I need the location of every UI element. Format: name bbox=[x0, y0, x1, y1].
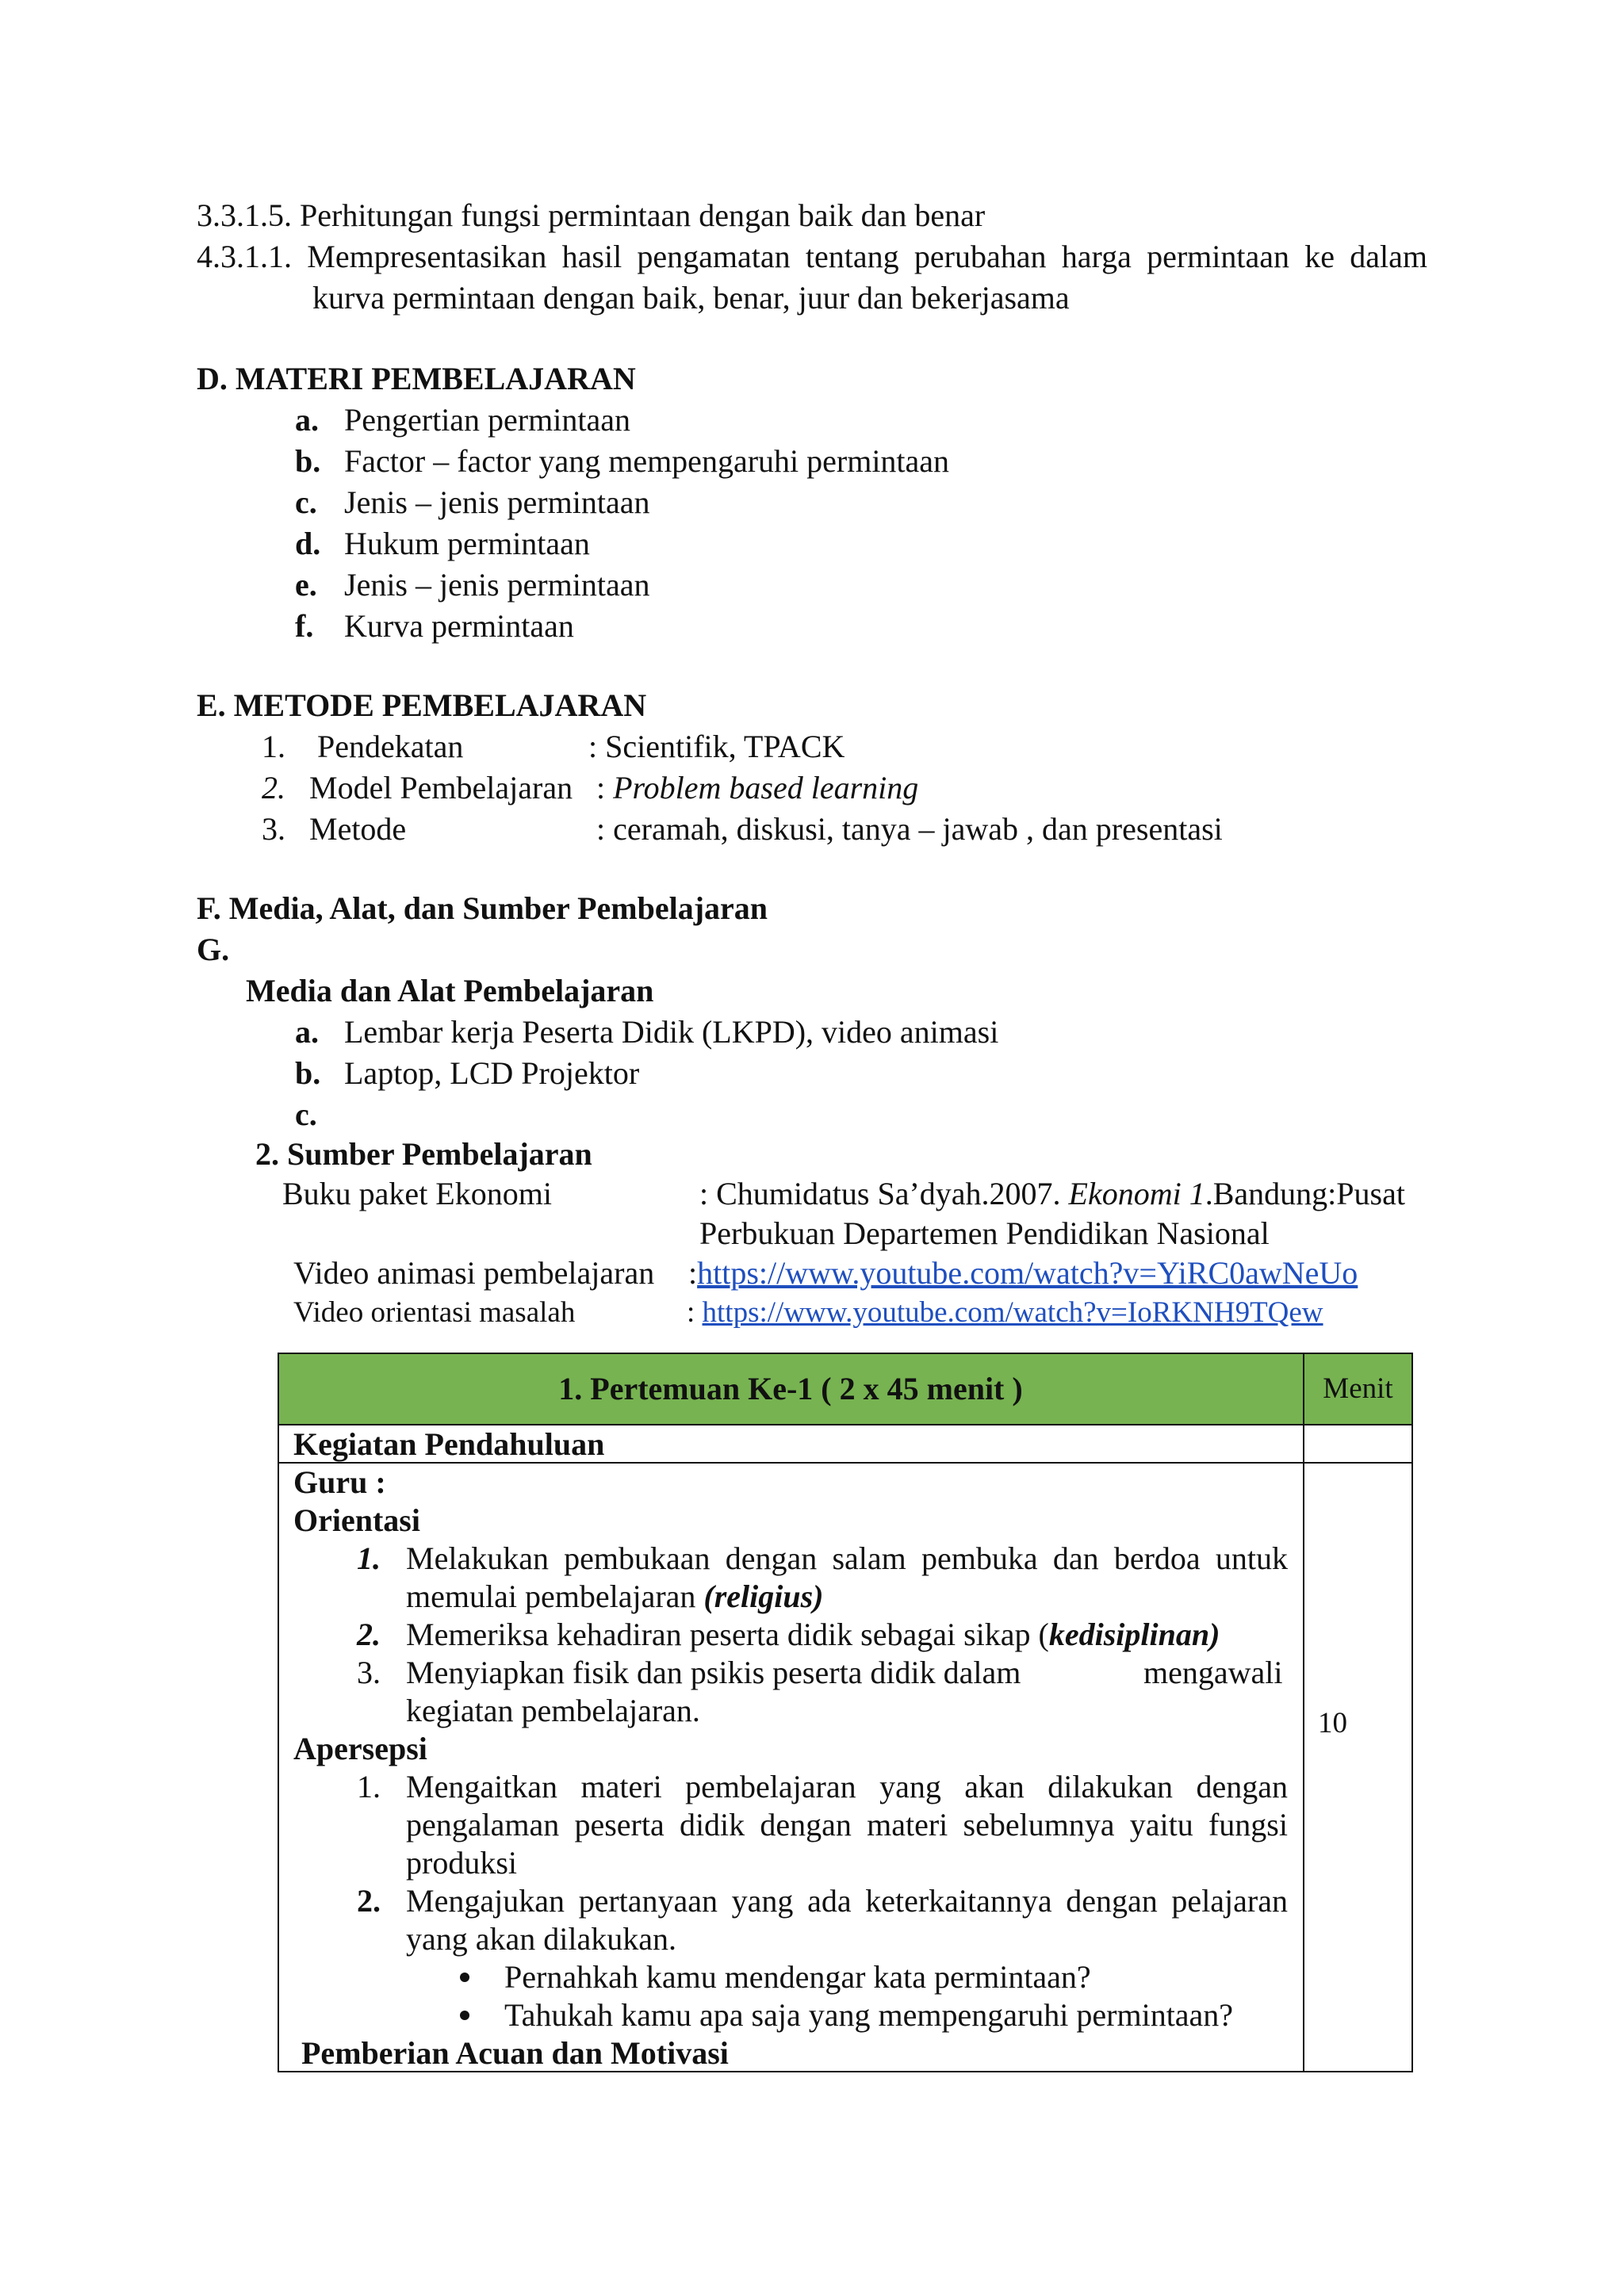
metode-item-number: 3. bbox=[262, 811, 285, 847]
materi-item-text: Kurva permintaan bbox=[344, 608, 574, 644]
materi-item-text: Factor – factor yang mempengaruhi permintaan bbox=[344, 443, 950, 479]
buku-author: : Chumidatus Sa’dyah.2007. bbox=[699, 1176, 1069, 1211]
sumber-heading: 2. Sumber Pembelajaran bbox=[255, 1136, 592, 1172]
materi-item-letter: c. bbox=[295, 484, 317, 520]
apersepsi-item-text-continued: produksi bbox=[406, 1845, 517, 1881]
apersepsi-item-text: Mengajukan pertanyaan yang ada keterkaitannya dengan pelajaran bbox=[406, 1883, 1288, 1919]
table-border-left bbox=[278, 1353, 279, 2072]
section-heading-metode: E. METODE PEMBELAJARAN bbox=[197, 687, 647, 723]
orientasi-item-text-part: Memeriksa kehadiran peserta didik sebagai sikap ( bbox=[406, 1617, 1049, 1652]
video1-link[interactable]: https://www.youtube.com/watch?v=YiRC0awNeUo bbox=[697, 1255, 1358, 1291]
media-item-letter: c. bbox=[295, 1096, 317, 1132]
metode-item-number: 1. bbox=[262, 729, 285, 764]
section-heading-g: G. bbox=[197, 932, 230, 967]
materi-item-text: Pengertian permintaan bbox=[344, 402, 630, 438]
video1-label: Video animasi pembelajaran bbox=[293, 1255, 655, 1291]
materi-item-text: Jenis – jenis permintaan bbox=[344, 484, 650, 520]
table-header-menit: Menit bbox=[1323, 1372, 1393, 1405]
materi-item-letter: a. bbox=[295, 402, 319, 438]
materi-item-letter: e. bbox=[295, 567, 317, 603]
materi-item-letter: b. bbox=[295, 443, 321, 479]
metode-item-number: 2. bbox=[262, 770, 285, 806]
buku-title: Ekonomi 1 bbox=[1068, 1176, 1205, 1211]
metode-item-value: : ceramah, diskusi, tanya – jawab , dan presentasi bbox=[596, 811, 1223, 847]
metode-item-separator: : bbox=[596, 770, 614, 806]
video2-label: Video orientasi masalah bbox=[293, 1296, 576, 1329]
character-value-kedisiplinan: kedisiplinan) bbox=[1048, 1617, 1220, 1652]
bullet-question: Pernahkah kamu mendengar kata permintaan? bbox=[504, 1959, 1091, 1995]
table-header-title: 1. Pertemuan Ke-1 ( 2 x 45 menit ) bbox=[558, 1371, 1023, 1406]
video2-link[interactable]: https://www.youtube.com/watch?v=IoRKNH9TQew bbox=[702, 1296, 1323, 1329]
metode-item-label: Pendekatan bbox=[317, 729, 464, 764]
metode-item-label: Metode bbox=[309, 811, 407, 847]
orientasi-item-text: Menyiapkan fisik dan psikis peserta didik dalam bbox=[406, 1655, 1021, 1690]
orientasi-item-text-part: memulai pembelajaran bbox=[406, 1578, 704, 1614]
metode-item-value: : Scientifik, TPACK bbox=[588, 729, 845, 764]
materi-item-text: Hukum permintaan bbox=[344, 526, 590, 561]
video2-value bbox=[687, 1292, 1323, 1334]
metode-item-label: Model Pembelajaran bbox=[309, 770, 573, 806]
apersepsi-item-text-continued: yang akan dilakukan. bbox=[406, 1921, 676, 1957]
bullet-question: Tahukah kamu apa saja yang mempengaruhi permintaan? bbox=[504, 1997, 1234, 2033]
media-subheading: Media dan Alat Pembelajaran bbox=[246, 973, 654, 1008]
table-column-divider bbox=[1303, 1353, 1304, 2072]
character-value-religius: (religius) bbox=[703, 1578, 824, 1614]
materi-item-text: Jenis – jenis permintaan bbox=[344, 567, 650, 603]
section-heading-media: F. Media, Alat, dan Sumber Pembelajaran bbox=[197, 890, 768, 926]
apersepsi-item-text: Mengaitkan materi pembelajaran yang akan dilakukan dengan bbox=[406, 1769, 1288, 1804]
media-item-letter: a. bbox=[295, 1014, 319, 1050]
bullet-icon bbox=[460, 1973, 469, 1982]
video1-separator: : bbox=[688, 1255, 698, 1291]
apersepsi-item-number: 2. bbox=[357, 1883, 381, 1919]
bullet-icon bbox=[460, 2011, 469, 2020]
orientasi-item-text bbox=[406, 1616, 1220, 1654]
guru-label: Guru : bbox=[293, 1464, 386, 1500]
orientasi-item-text-end: mengawali bbox=[1143, 1655, 1283, 1690]
indicator-4-3-1-1-continued: kurva permintaan dengan baik, benar, juur dan bekerjasama bbox=[312, 280, 1070, 316]
materi-item-letter: d. bbox=[295, 526, 321, 561]
buku-value-line2: Perbukuan Departemen Pendidikan Nasional bbox=[699, 1215, 1270, 1251]
indicator-3-3-1-5: 3.3.1.5. Perhitungan fungsi permintaan dengan baik dan benar bbox=[197, 197, 986, 233]
menit-value: 10 bbox=[1318, 1707, 1347, 1739]
metode-item-model: Problem based learning bbox=[613, 770, 919, 806]
orientasi-item-text-continued bbox=[406, 1578, 824, 1616]
orientasi-item-text-continued: kegiatan pembelajaran. bbox=[406, 1693, 700, 1728]
video2-separator: : bbox=[687, 1296, 703, 1329]
orientasi-item-text: Melakukan pembukaan dengan salam pembuka dan berdoa untuk bbox=[406, 1540, 1288, 1576]
row-kegiatan-pendahuluan: Kegiatan Pendahuluan bbox=[293, 1426, 605, 1462]
buku-publisher: .Bandung:Pusat bbox=[1205, 1176, 1405, 1211]
orientasi-item-number: 2. bbox=[357, 1617, 381, 1652]
apersepsi-heading: Apersepsi bbox=[293, 1731, 427, 1766]
media-item-letter: b. bbox=[295, 1055, 321, 1091]
orientasi-item-number: 1. bbox=[357, 1540, 381, 1576]
apersepsi-item-text-continued: pengalaman peserta didik dengan materi sebelumnya yaitu fungsi bbox=[406, 1807, 1288, 1843]
metode-item-value bbox=[596, 767, 918, 809]
table-border-top bbox=[278, 1353, 1413, 1354]
apersepsi-item-number: 1. bbox=[357, 1769, 381, 1804]
orientasi-heading: Orientasi bbox=[293, 1502, 420, 1538]
table-border-right bbox=[1411, 1353, 1413, 2072]
buku-label: Buku paket Ekonomi bbox=[282, 1176, 552, 1211]
buku-value bbox=[699, 1173, 1405, 1215]
indicator-4-3-1-1: 4.3.1.1. Mempresentasikan hasil pengamatan tentang perubahan harga permintaan ke dalam bbox=[197, 239, 1427, 274]
acuan-heading: Pemberian Acuan dan Motivasi bbox=[301, 2035, 729, 2071]
section-heading-materi: D. MATERI PEMBELAJARAN bbox=[197, 361, 636, 396]
media-item-text: Laptop, LCD Projektor bbox=[344, 1055, 640, 1091]
media-item-text: Lembar kerja Peserta Didik (LKPD), video animasi bbox=[344, 1014, 999, 1050]
video1-value bbox=[688, 1253, 1358, 1294]
materi-item-letter: f. bbox=[295, 608, 314, 644]
orientasi-item-number: 3. bbox=[357, 1655, 381, 1690]
